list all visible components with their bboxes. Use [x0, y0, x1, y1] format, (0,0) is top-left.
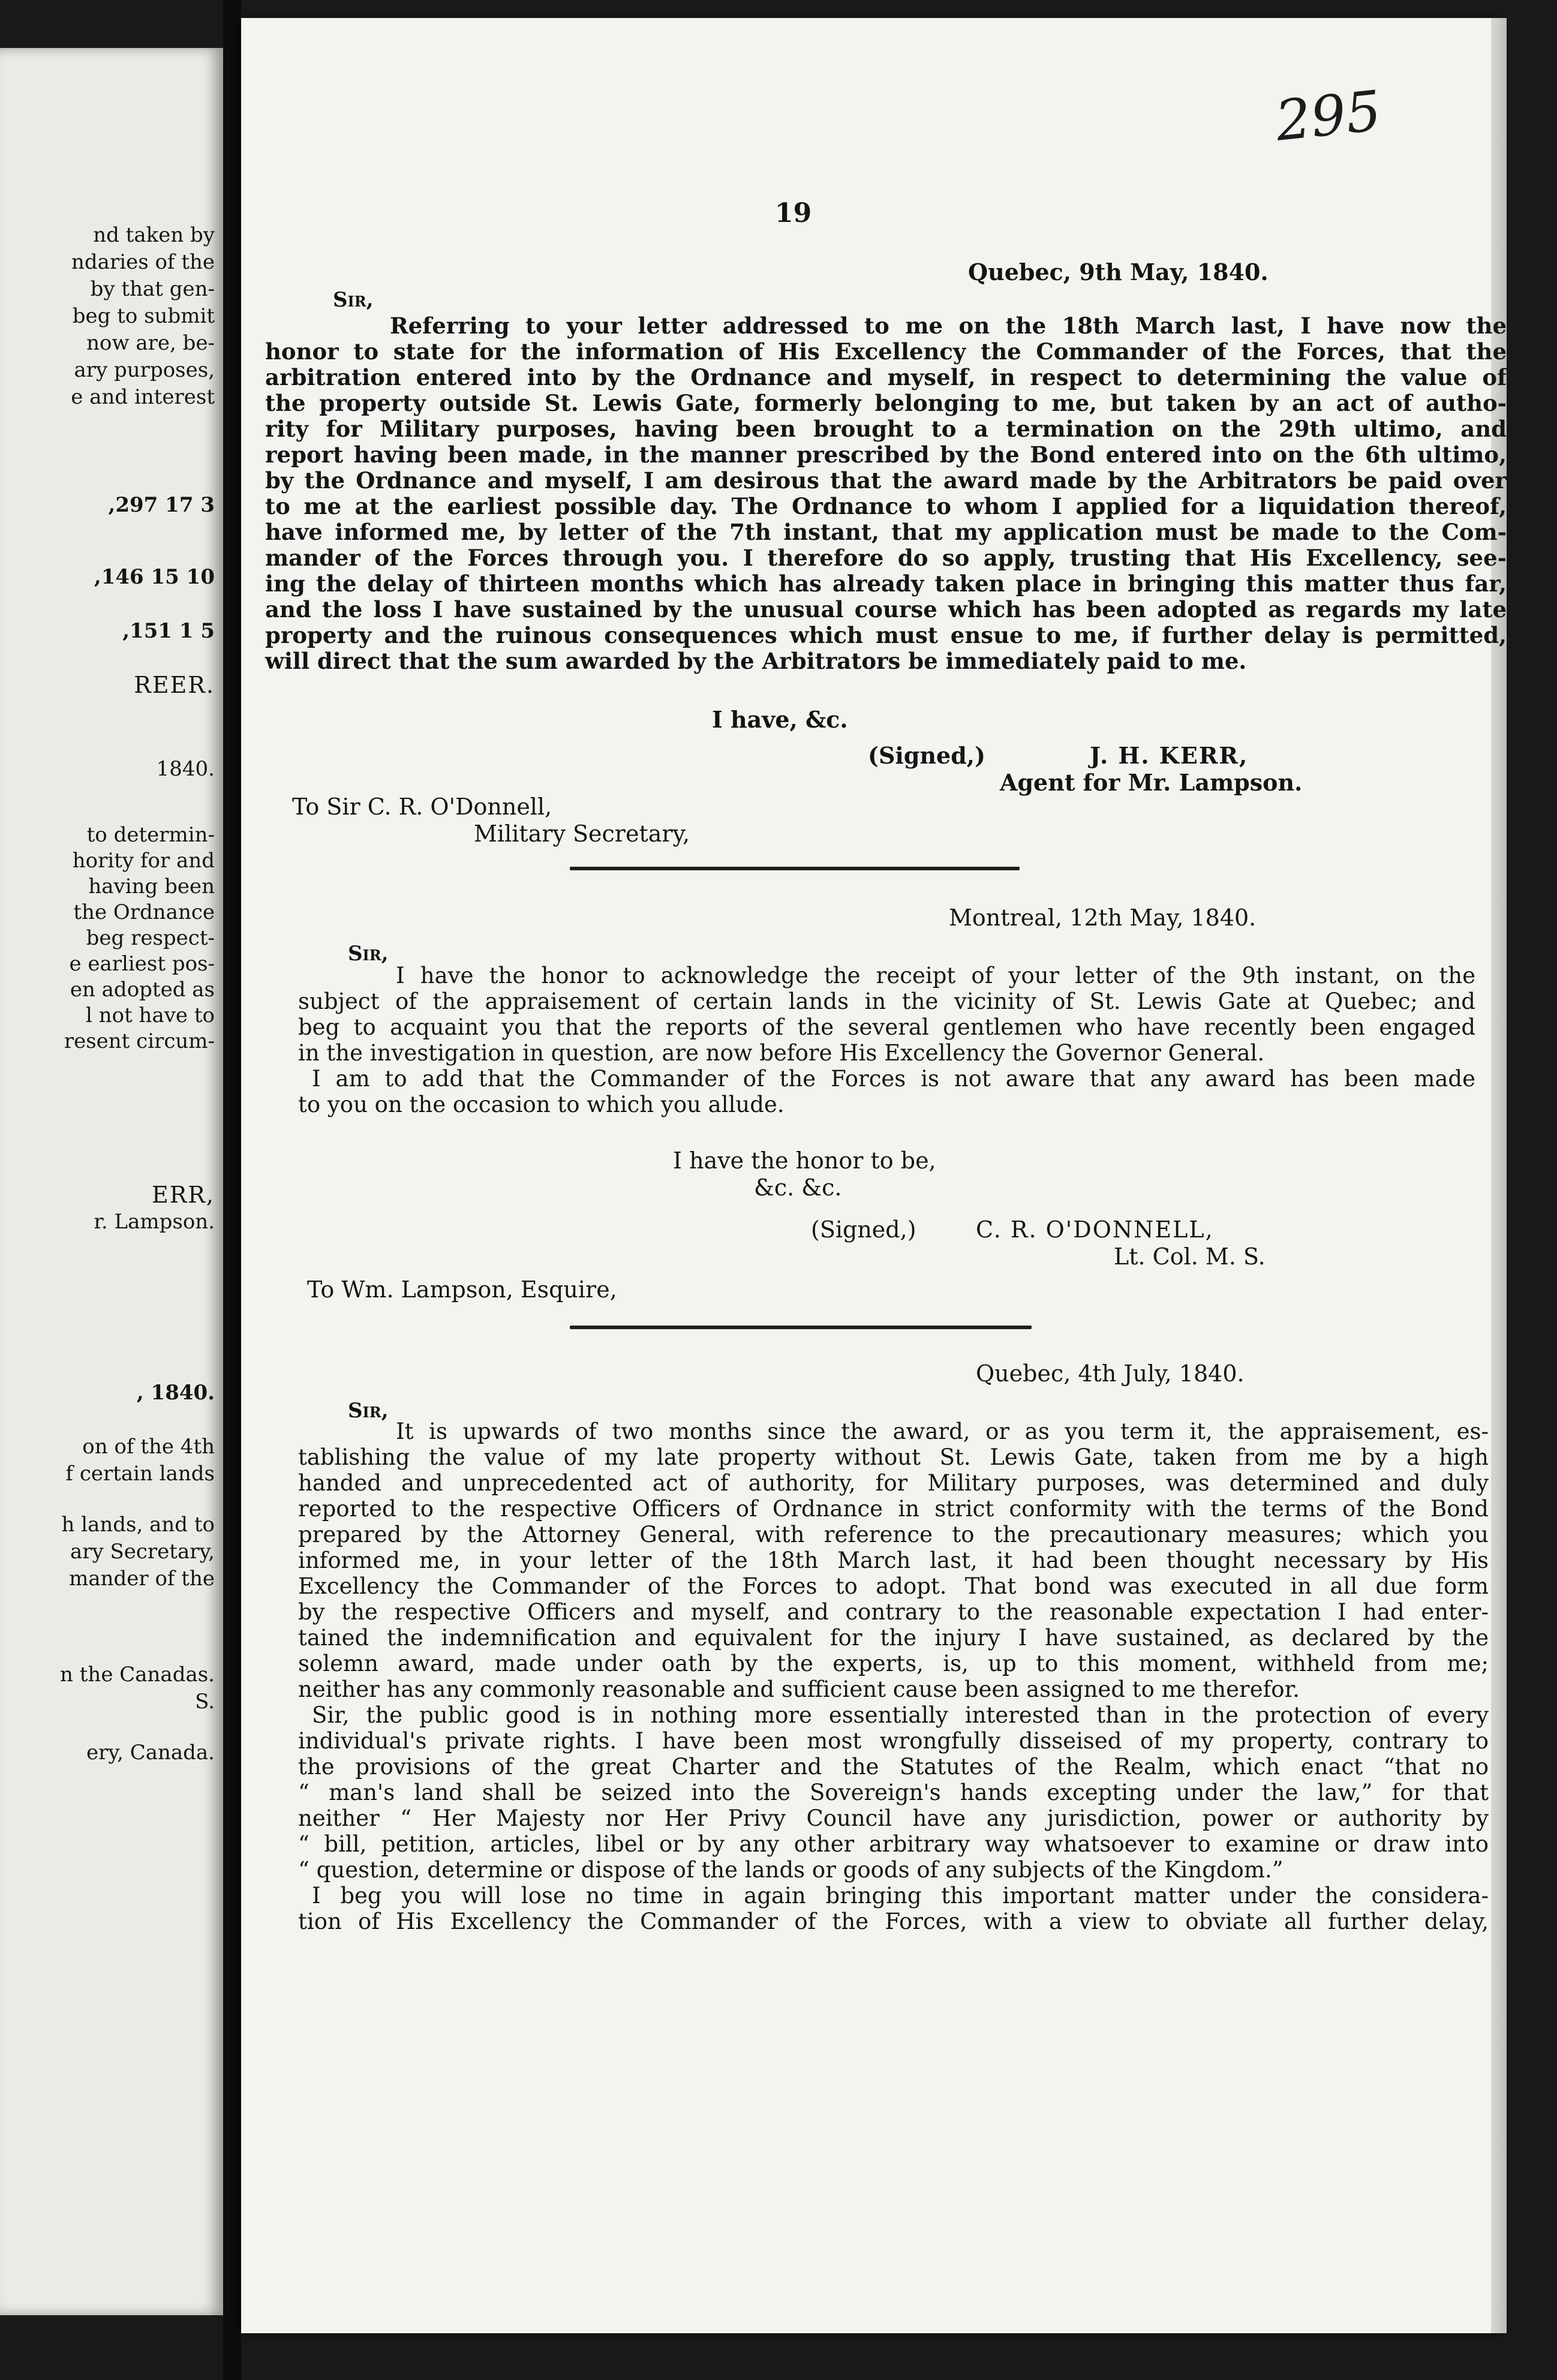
letter1-signed-label: (Signed,) — [868, 742, 986, 769]
letter3-body-line: prepared by the Attorney General, with reference to the precautionary measures; which you — [298, 1522, 1489, 1547]
letter2-body-line: I am to add that the Commander of the Forces is not aware that any award has been made — [312, 1066, 1475, 1092]
facing-date: 1840. — [156, 757, 215, 781]
facing-amount: ,151 1 5 — [122, 619, 215, 643]
facing-text-line: now are, be- — [86, 331, 215, 355]
letter3-body-line: “ man's land shall be seized into the Sovereign's hands excepting under the law,” for that — [298, 1780, 1489, 1805]
letter1-body-line: Referring to your letter addressed to me on the 18th March last, I have now the — [390, 312, 1507, 339]
facing-text-line: ndaries of the — [71, 250, 215, 274]
facing-page-fragment — [0, 48, 223, 2315]
page-number: 19 — [775, 198, 812, 229]
letter3-body-line: I beg you will lose no time in again bringing this important matter under the considera- — [312, 1883, 1489, 1909]
letter1-body-line: will direct that the sum awarded by the Arbitrators be immediately paid to me. — [265, 648, 1247, 674]
handwritten-folio-number: 295 — [1272, 79, 1384, 154]
letter1-closing: I have, &c. — [712, 706, 848, 733]
letter2-body-line: beg to acquaint you that the reports of the several gentlemen who have recently been engaged — [298, 1014, 1475, 1040]
facing-text-line: ery, Canada. — [86, 1741, 215, 1765]
letter2-signer: C. R. O'DONNELL, — [976, 1216, 1214, 1243]
facing-text-line: beg to submit — [72, 304, 215, 328]
letter2-signer-title: Lt. Col. M. S. — [1114, 1243, 1266, 1270]
letter3-body-line: “ question, determine or dispose of the lands or goods of any subjects of the Kingdom.” — [298, 1857, 1284, 1883]
letter1-body-line: ing the delay of thirteen months which has already taken place in bringing this matter thus far, — [265, 570, 1507, 597]
facing-text-line: by that gen- — [90, 277, 215, 301]
facing-text-line: f certain lands — [65, 1462, 215, 1486]
letter2-salutation: Sir, — [348, 942, 389, 966]
letter1-body-line: the property outside St. Lewis Gate, formerly belonging to me, but taken by an act of autho- — [265, 390, 1507, 416]
letter3-body-line: tablishing the value of my late property without St. Lewis Gate, taken from me by a high — [298, 1444, 1489, 1470]
letter3-body-line: neither “ Her Majesty nor Her Privy Council have any jurisdiction, power or authority by — [298, 1805, 1489, 1831]
letter3-body-line: the provisions of the great Charter and the Statutes of the Realm, which enact “that no — [298, 1754, 1489, 1780]
facing-text-line: ary Secretary, — [70, 1540, 215, 1564]
facing-text-line: the Ordnance — [73, 900, 215, 924]
letter2-body-line: in the investigation in question, are now before His Excellency the Governor General. — [298, 1040, 1265, 1066]
facing-text-line: en adopted as — [70, 978, 215, 1002]
letter3-body-line: It is upwards of two months since the award, or as you term it, the appraisement, es- — [396, 1419, 1489, 1444]
facing-text-line: resent circum- — [64, 1029, 215, 1053]
letter1-addressee: To Sir C. R. O'Donnell, — [292, 794, 552, 820]
letter-divider — [570, 1326, 1032, 1329]
facing-amount: ,146 15 10 — [94, 565, 215, 589]
letter3-body-line: “ bill, petition, articles, libel or by any other arbitrary way whatsoever to examine or draw into — [298, 1831, 1489, 1857]
letter3-body-line: informed me, in your letter of the 18th March last, it had been thought necessary by His — [298, 1547, 1489, 1573]
facing-text-line: mander of the — [69, 1567, 215, 1591]
letter1-salutation: Sir, — [333, 288, 374, 312]
letter3-body-line: tion of His Excellency the Commander of the Forces, with a view to obviate all further delay, — [298, 1909, 1489, 1934]
facing-text-line: h lands, and to — [61, 1513, 215, 1537]
facing-text-line: beg respect- — [86, 926, 215, 950]
letter3-body-line: Sir, the public good is in nothing more essentially interested than in the protection of every — [312, 1702, 1489, 1728]
letter-divider — [570, 867, 1020, 870]
letter1-body-line: rity for Military purposes, having been brought to a termination on the 29th ultimo, and — [265, 416, 1507, 442]
letter3-body-line: individual's private rights. I have been most wrongfully disseised of my property, contrary to — [298, 1728, 1489, 1754]
letter1-place-date: Quebec, 9th May, 1840. — [968, 259, 1269, 286]
facing-text-line: n the Canadas. — [60, 1663, 215, 1687]
letter2-closing: I have the honor to be, — [673, 1147, 936, 1174]
letter2-body-line: to you on the occasion to which you allude. — [298, 1092, 784, 1117]
letter1-body-line: have informed me, by letter of the 7th instant, that my application must be made to the Com- — [265, 519, 1507, 545]
letter1-body-line: and the loss I have sustained by the unusual course which has been adopted as regards my late — [265, 596, 1507, 623]
facing-signature: ERR, — [151, 1182, 215, 1208]
facing-text-line: e earliest pos- — [69, 952, 215, 976]
letter3-body-line: solemn award, made under oath by the experts, is, up to this moment, withheld from me; — [298, 1651, 1489, 1676]
facing-text-line: hority for and — [72, 849, 215, 873]
facing-text-line: l not have to — [86, 1003, 215, 1027]
facing-amount: ,297 17 3 — [108, 493, 215, 517]
letter3-body-line: handed and unprecedented act of authority, for Military purposes, was determined and duly — [298, 1470, 1489, 1496]
facing-text-line: r. Lampson. — [94, 1210, 215, 1234]
facing-text-line: having been — [88, 875, 215, 898]
facing-date: , 1840. — [136, 1381, 215, 1405]
book-gutter — [223, 0, 241, 2380]
letter2-body-line: subject of the appraisement of certain lands in the vicinity of St. Lewis Gate at Quebec; and — [298, 988, 1475, 1014]
letter2-addressee: To Wm. Lampson, Esquire, — [307, 1276, 617, 1303]
letter3-body-line: by the respective Officers and myself, and contrary to the reasonable expectation I had enter- — [298, 1599, 1489, 1625]
facing-text-line: on of the 4th — [82, 1435, 215, 1459]
letter1-body-line: arbitration entered into by the Ordnance and myself, in respect to determining the value of — [265, 364, 1507, 390]
letter1-body-line: report having been made, in the manner prescribed by the Bond entered into on the 6th ultimo, — [265, 441, 1507, 468]
letter2-closing-etc: &c. &c. — [754, 1174, 842, 1201]
letter3-body-line: tained the indemnification and equivalent for the injury I have sustained, as declared by the — [298, 1625, 1489, 1651]
letter1-body-line: by the Ordnance and myself, I am desirous that the award made by the Arbitrators be paid over — [265, 467, 1507, 494]
letter1-signer-title: Agent for Mr. Lampson. — [1000, 769, 1303, 796]
letter3-body-line: reported to the respective Officers of Ordnance in strict conformity with the terms of the Bond — [298, 1496, 1489, 1522]
facing-text-line: ary purposes, — [74, 358, 215, 382]
letter2-signed-label: (Signed,) — [811, 1216, 916, 1243]
letter3-body-line: Excellency the Commander of the Forces to adopt. That bond was executed in all due form — [298, 1573, 1489, 1599]
letter1-body-line: property and the ruinous consequences which must ensue to me, if further delay is permitted, — [265, 622, 1507, 648]
letter1-addressee-title: Military Secretary, — [474, 821, 690, 847]
letter2-body-line: I have the honor to acknowledge the receipt of your letter of the 9th instant, on the — [396, 963, 1475, 988]
facing-signature: REER. — [134, 672, 215, 698]
letter1-body-line: to me at the earliest possible day. The Ordnance to whom I applied for a liquidation thereof, — [265, 493, 1507, 519]
facing-text-line: to determin- — [86, 823, 215, 847]
document-page — [241, 18, 1507, 2333]
facing-text-line: nd taken by — [93, 223, 215, 247]
letter2-place-date: Montreal, 12th May, 1840. — [949, 904, 1257, 931]
letter1-body-line: honor to state for the information of His Excellency the Commander of the Forces, that the — [265, 338, 1507, 365]
letter1-body-line: mander of the Forces through you. I therefore do so apply, trusting that His Excellency, see- — [265, 545, 1507, 571]
letter3-body-line: neither has any commonly reasonable and sufficient cause been assigned to me therefor. — [298, 1676, 1300, 1702]
facing-text-line: e and interest — [71, 385, 215, 409]
letter3-salutation: Sir, — [348, 1399, 389, 1423]
facing-text-line: S. — [195, 1690, 215, 1714]
letter1-signer: J. H. KERR, — [1090, 742, 1249, 769]
letter3-place-date: Quebec, 4th July, 1840. — [976, 1360, 1245, 1387]
